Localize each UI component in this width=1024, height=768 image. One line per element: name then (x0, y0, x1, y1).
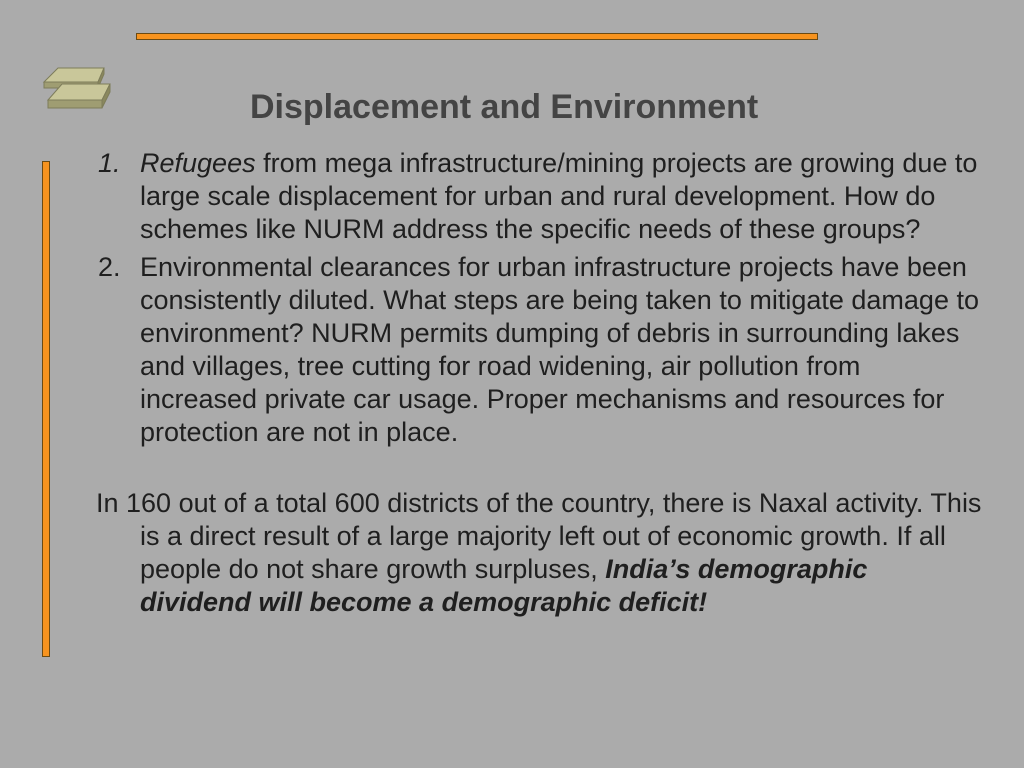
stacked-tiles-icon (40, 64, 116, 118)
side-accent-bar (42, 161, 50, 657)
item-number: 1. (98, 148, 121, 178)
item-lead: Refugees (140, 148, 256, 178)
list-item (96, 251, 984, 449)
slide-body (96, 147, 984, 619)
list-item (96, 147, 984, 246)
closing-emphasis: India’s demographic dividend will become a demographic deficit! (140, 554, 868, 617)
slide-title: Displacement and Environment (250, 88, 759, 126)
item-text: from mega infrastructure/mining projects are growing due to large scale displacement for urban and rural development. How do schemes like NURM address the specific needs of these groups? (140, 148, 978, 244)
closing-text: In 160 out of a total 600 districts of the country, there is Naxal activity. This is a direct result of a large majority left out of economic growth. If all people do not share growth surpluses, (96, 488, 982, 584)
top-accent-bar (136, 33, 818, 40)
closing-paragraph (96, 487, 984, 619)
item-text: Environmental clearances for urban infrastructure projects have been consistently diluted. What steps are being taken to mitigate damage to environment? NURM permits dumping of debris in surrounding lakes and villages, tree cutting for road widening, air pollution from increased private car usage. Proper mechanisms and resources for protection are not in place. (140, 252, 979, 447)
item-number: 2. (98, 252, 121, 282)
